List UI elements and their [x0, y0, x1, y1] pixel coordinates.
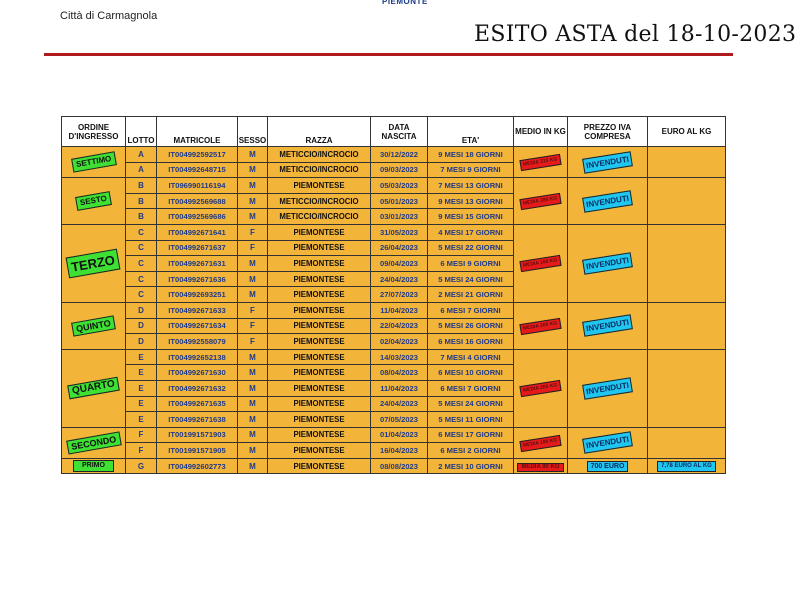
- razza-cell: METICCIO/INCROCIO: [268, 193, 371, 209]
- data-nascita-cell: 27/07/2023: [371, 287, 428, 303]
- medio-kg-cell: [514, 349, 568, 427]
- eta-cell: 6 MESI 9 GIORNI: [428, 256, 514, 272]
- sesso-cell: M: [238, 396, 268, 412]
- matricola-cell: IT004992671634: [157, 318, 238, 334]
- group-order-cell: [62, 349, 126, 427]
- lotto-cell: D: [126, 302, 157, 318]
- razza-cell: PIEMONTESE: [268, 240, 371, 256]
- order-badge: SESTO: [75, 191, 112, 211]
- lotto-cell: E: [126, 365, 157, 381]
- group-order-cell: [62, 458, 126, 474]
- eta-cell: 7 MESI 13 GIORNI: [428, 178, 514, 194]
- lotto-cell: C: [126, 240, 157, 256]
- eta-cell: 6 MESI 10 GIORNI: [428, 365, 514, 381]
- prezzo-cell: [568, 302, 648, 349]
- eta-cell: 9 MESI 13 GIORNI: [428, 193, 514, 209]
- sesso-cell: M: [238, 271, 268, 287]
- lotto-cell: E: [126, 349, 157, 365]
- data-nascita-cell: 24/04/2023: [371, 271, 428, 287]
- table-row: [62, 427, 726, 443]
- col-lotto: LOTTO: [126, 117, 157, 147]
- prezzo-cell: [568, 349, 648, 427]
- lotto-cell: C: [126, 271, 157, 287]
- order-badge: QUARTO: [67, 377, 120, 400]
- medio-kg-badge: MEDIA 200 KG: [520, 318, 562, 335]
- prezzo-badge: INVENDUTI: [582, 315, 633, 338]
- razza-cell: PIEMONTESE: [268, 349, 371, 365]
- lotto-cell: A: [126, 162, 157, 178]
- auction-results-table: [61, 116, 726, 474]
- col-razza: RAZZA: [268, 117, 371, 147]
- matricola-cell: IT004992558079: [157, 334, 238, 350]
- lotto-cell: B: [126, 178, 157, 194]
- medio-kg-badge: MEDIA 90 KG: [517, 463, 563, 472]
- sesso-cell: F: [238, 334, 268, 350]
- medio-kg-cell: [514, 224, 568, 302]
- table-row: [62, 458, 726, 474]
- matricola-cell: IT004992671638: [157, 412, 238, 428]
- medio-kg-cell: [514, 458, 568, 474]
- eta-cell: 9 MESI 18 GIORNI: [428, 147, 514, 163]
- data-nascita-cell: 05/01/2023: [371, 193, 428, 209]
- eta-cell: 5 MESI 26 GIORNI: [428, 318, 514, 334]
- data-nascita-cell: 01/04/2023: [371, 427, 428, 443]
- data-nascita-cell: 08/04/2023: [371, 365, 428, 381]
- euro-kg-cell: [648, 349, 726, 427]
- data-nascita-cell: 09/04/2023: [371, 256, 428, 272]
- medio-kg-badge: MEDIA 200 KG: [520, 380, 562, 397]
- prezzo-badge: 700 EURO: [587, 461, 629, 472]
- eta-cell: 9 MESI 15 GIORNI: [428, 209, 514, 225]
- matricola-cell: IT004992652138: [157, 349, 238, 365]
- matricola-cell: IT004992671637: [157, 240, 238, 256]
- matricola-cell: IT004992569686: [157, 209, 238, 225]
- razza-cell: PIEMONTESE: [268, 287, 371, 303]
- sesso-cell: M: [238, 380, 268, 396]
- razza-cell: PIEMONTESE: [268, 380, 371, 396]
- group-order-cell: [62, 178, 126, 225]
- sesso-cell: F: [238, 240, 268, 256]
- city-name: Città di Carmagnola: [60, 10, 158, 22]
- sesso-cell: F: [238, 224, 268, 240]
- col-ordine: ORDINE D'INGRESSO: [62, 117, 126, 147]
- prezzo-badge: INVENDUTI: [582, 190, 633, 213]
- sesso-cell: M: [238, 256, 268, 272]
- sesso-cell: M: [238, 209, 268, 225]
- prezzo-cell: [568, 458, 648, 474]
- razza-cell: PIEMONTESE: [268, 334, 371, 350]
- col-data-nascita: DATA NASCITA: [371, 117, 428, 147]
- matricola-cell: IT004992671632: [157, 380, 238, 396]
- table-row: [62, 178, 726, 194]
- data-nascita-cell: 26/04/2023: [371, 240, 428, 256]
- razza-cell: PIEMONTESE: [268, 365, 371, 381]
- col-medio-kg: MEDIO IN KG: [514, 117, 568, 147]
- data-nascita-cell: 22/04/2023: [371, 318, 428, 334]
- matricola-cell: IT004992569688: [157, 193, 238, 209]
- matricola-cell: IT004992671635: [157, 396, 238, 412]
- lotto-cell: E: [126, 412, 157, 428]
- razza-cell: METICCIO/INCROCIO: [268, 147, 371, 163]
- eta-cell: 5 MESI 11 GIORNI: [428, 412, 514, 428]
- medio-kg-badge: MEDIA 315 KG: [520, 154, 562, 171]
- razza-cell: PIEMONTESE: [268, 396, 371, 412]
- euro-kg-cell: [648, 224, 726, 302]
- euro-kg-cell: [648, 147, 726, 178]
- lotto-cell: E: [126, 380, 157, 396]
- eta-cell: 6 MESI 7 GIORNI: [428, 302, 514, 318]
- euro-kg-badge: 7,78 EURO AL KG: [657, 461, 716, 472]
- razza-cell: METICCIO/INCROCIO: [268, 209, 371, 225]
- razza-cell: PIEMONTESE: [268, 443, 371, 459]
- table-row: [62, 349, 726, 365]
- city-crest-icon: [70, 0, 86, 4]
- eta-cell: 5 MESI 22 GIORNI: [428, 240, 514, 256]
- eta-cell: 2 MESI 10 GIORNI: [428, 458, 514, 474]
- eta-cell: 7 MESI 4 GIORNI: [428, 349, 514, 365]
- table-row: [62, 147, 726, 163]
- eta-cell: 5 MESI 24 GIORNI: [428, 396, 514, 412]
- medio-kg-cell: [514, 178, 568, 225]
- razza-cell: PIEMONTESE: [268, 256, 371, 272]
- lotto-cell: F: [126, 443, 157, 459]
- lotto-cell: E: [126, 396, 157, 412]
- razza-cell: PIEMONTESE: [268, 412, 371, 428]
- data-nascita-cell: 31/05/2023: [371, 224, 428, 240]
- data-nascita-cell: 03/01/2023: [371, 209, 428, 225]
- lotto-cell: C: [126, 287, 157, 303]
- order-badge: PRIMO: [73, 460, 114, 472]
- medio-kg-badge: MEDIA 160 KG: [520, 255, 562, 272]
- data-nascita-cell: 02/04/2023: [371, 334, 428, 350]
- data-nascita-cell: 14/03/2023: [371, 349, 428, 365]
- sesso-cell: M: [238, 365, 268, 381]
- matricola-cell: IT004992592517: [157, 147, 238, 163]
- matricola-cell: IT004992671630: [157, 365, 238, 381]
- sesso-cell: M: [238, 412, 268, 428]
- eta-cell: 6 MESI 17 GIORNI: [428, 427, 514, 443]
- eta-cell: 5 MESI 24 GIORNI: [428, 271, 514, 287]
- order-badge: SETTIMO: [71, 151, 116, 172]
- lotto-cell: C: [126, 256, 157, 272]
- medio-kg-cell: [514, 302, 568, 349]
- lotto-cell: C: [126, 224, 157, 240]
- order-badge: TERZO: [66, 249, 121, 279]
- matricola-cell: IT004992671633: [157, 302, 238, 318]
- table-body: [62, 147, 726, 474]
- razza-cell: METICCIO/INCROCIO: [268, 162, 371, 178]
- col-euro-kg: EURO AL KG: [648, 117, 726, 147]
- razza-cell: PIEMONTESE: [268, 224, 371, 240]
- group-order-cell: [62, 224, 126, 302]
- data-nascita-cell: 05/03/2023: [371, 178, 428, 194]
- data-nascita-cell: 30/12/2022: [371, 147, 428, 163]
- header-divider: [44, 53, 733, 56]
- table-header: [62, 117, 726, 147]
- lotto-cell: A: [126, 147, 157, 163]
- sesso-cell: M: [238, 162, 268, 178]
- col-prezzo: PREZZO IVA COMPRESA: [568, 117, 648, 147]
- prezzo-cell: [568, 427, 648, 458]
- region-name: PIEMONTE: [382, 0, 428, 6]
- euro-kg-cell: [648, 427, 726, 458]
- razza-cell: PIEMONTESE: [268, 271, 371, 287]
- eta-cell: 6 MESI 16 GIORNI: [428, 334, 514, 350]
- matricola-cell: IT001991571903: [157, 427, 238, 443]
- matricola-cell: IT004992602773: [157, 458, 238, 474]
- sesso-cell: F: [238, 318, 268, 334]
- prezzo-cell: [568, 178, 648, 225]
- lotto-cell: B: [126, 209, 157, 225]
- razza-cell: PIEMONTESE: [268, 458, 371, 474]
- sesso-cell: M: [238, 458, 268, 474]
- euro-kg-cell: [648, 458, 726, 474]
- col-sesso: SESSO: [238, 117, 268, 147]
- page-title: ESITO ASTA del 18-10-2023: [474, 22, 797, 47]
- sesso-cell: M: [238, 443, 268, 459]
- razza-cell: PIEMONTESE: [268, 302, 371, 318]
- table-row: [62, 224, 726, 240]
- prezzo-badge: INVENDUTI: [582, 151, 633, 174]
- col-matricole: MATRICOLE: [157, 117, 238, 147]
- data-nascita-cell: 11/04/2023: [371, 380, 428, 396]
- eta-cell: 4 MESI 17 GIORNI: [428, 224, 514, 240]
- data-nascita-cell: 16/04/2023: [371, 443, 428, 459]
- medio-kg-cell: [514, 147, 568, 178]
- sesso-cell: M: [238, 147, 268, 163]
- sesso-cell: F: [238, 302, 268, 318]
- euro-kg-cell: [648, 302, 726, 349]
- matricola-cell: IT001991571905: [157, 443, 238, 459]
- order-badge: QUINTO: [71, 315, 116, 336]
- group-order-cell: [62, 427, 126, 458]
- medio-kg-badge: MEDIA 280 KG: [520, 193, 562, 210]
- matricola-cell: IT004992648715: [157, 162, 238, 178]
- lotto-cell: F: [126, 427, 157, 443]
- medio-kg-badge: MEDIA 180 KG: [520, 435, 562, 452]
- eta-cell: 6 MESI 2 GIORNI: [428, 443, 514, 459]
- sesso-cell: M: [238, 349, 268, 365]
- lotto-cell: B: [126, 193, 157, 209]
- data-nascita-cell: 09/03/2023: [371, 162, 428, 178]
- data-nascita-cell: 07/05/2023: [371, 412, 428, 428]
- matricola-cell: IT004992671641: [157, 224, 238, 240]
- prezzo-badge: INVENDUTI: [582, 252, 633, 275]
- group-order-cell: [62, 147, 126, 178]
- matricola-cell: IT096990116194: [157, 178, 238, 194]
- eta-cell: 2 MESI 21 GIORNI: [428, 287, 514, 303]
- data-nascita-cell: 24/04/2023: [371, 396, 428, 412]
- razza-cell: PIEMONTESE: [268, 318, 371, 334]
- razza-cell: PIEMONTESE: [268, 178, 371, 194]
- euro-kg-cell: [648, 178, 726, 225]
- matricola-cell: IT004992671636: [157, 271, 238, 287]
- eta-cell: 7 MESI 9 GIORNI: [428, 162, 514, 178]
- matricola-cell: IT004992693251: [157, 287, 238, 303]
- prezzo-cell: [568, 147, 648, 178]
- sesso-cell: M: [238, 287, 268, 303]
- matricola-cell: IT004992671631: [157, 256, 238, 272]
- lotto-cell: G: [126, 458, 157, 474]
- prezzo-cell: [568, 224, 648, 302]
- table-row: [62, 302, 726, 318]
- order-badge: SECONDO: [66, 431, 121, 454]
- eta-cell: 6 MESI 7 GIORNI: [428, 380, 514, 396]
- data-nascita-cell: 11/04/2023: [371, 302, 428, 318]
- sesso-cell: M: [238, 427, 268, 443]
- prezzo-badge: INVENDUTI: [582, 377, 633, 400]
- razza-cell: PIEMONTESE: [268, 427, 371, 443]
- col-eta: ETA': [428, 117, 514, 147]
- lotto-cell: D: [126, 318, 157, 334]
- sesso-cell: M: [238, 193, 268, 209]
- data-nascita-cell: 08/08/2023: [371, 458, 428, 474]
- medio-kg-cell: [514, 427, 568, 458]
- group-order-cell: [62, 302, 126, 349]
- sesso-cell: M: [238, 178, 268, 194]
- lotto-cell: D: [126, 334, 157, 350]
- prezzo-badge: INVENDUTI: [582, 432, 633, 455]
